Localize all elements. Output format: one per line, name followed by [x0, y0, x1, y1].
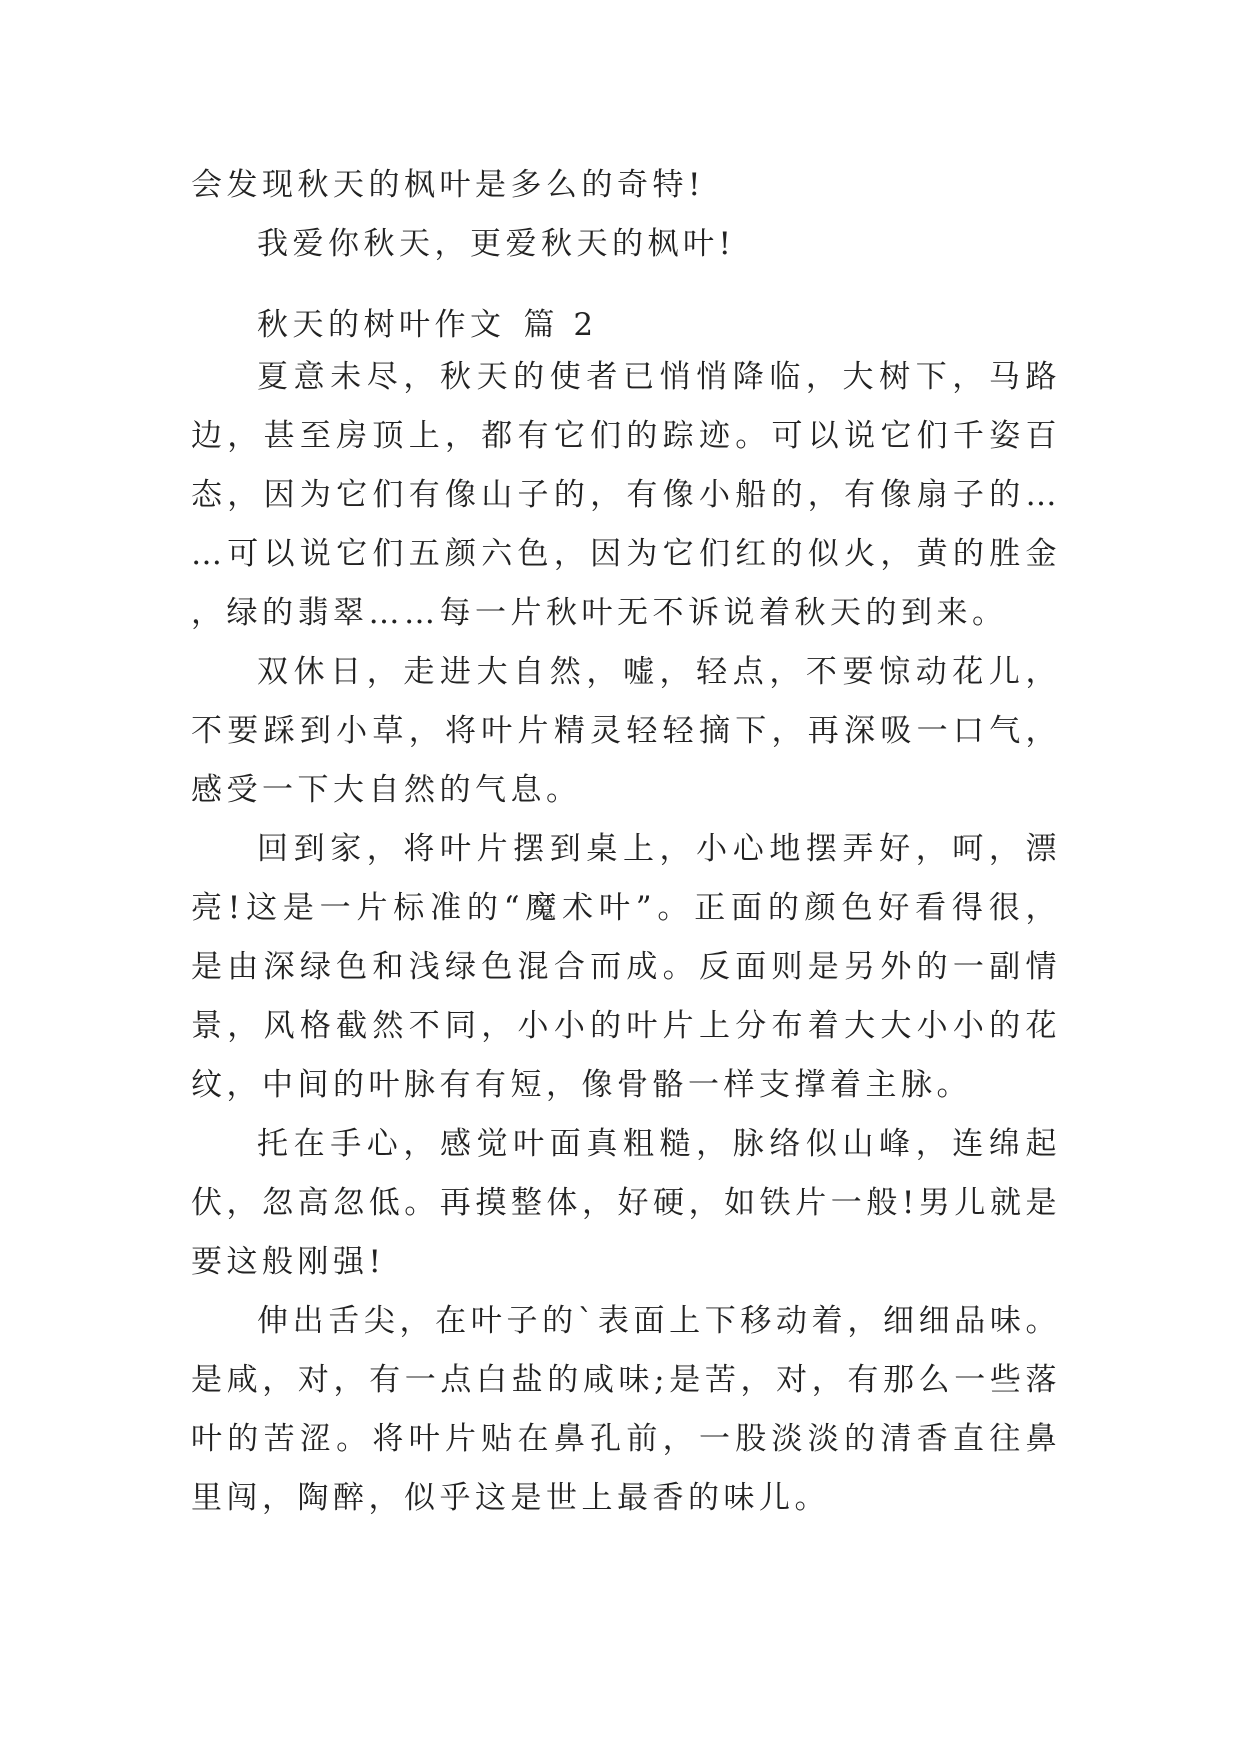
paragraph-1: 夏意未尽，秋天的使者已悄悄降临，大树下，马路边，甚至房顶上，都有它们的踪迹。可以说它们千姿百态，因为它们有像山子的，有像小船的，有像扇子的……可以说它们五颜六色，因为它们红的似火，黄的胜金，绿的翡翠……每一片秋叶无不诉说着秋天的到来。 — [191, 359, 1061, 631]
paragraph-4: 托在手心，感觉叶面真粗糙，脉络似山峰，连绵起伏，忽高忽低。再摸整体，好硬，如铁片一般!男儿就是要这般刚强! — [191, 1126, 1061, 1280]
closing-line: 我爱你秋天，更爱秋天的枫叶! — [257, 226, 736, 262]
section-label: 篇 2 — [523, 307, 598, 343]
paragraph-5: 伸出舌尖，在叶子的`表面上下移动着，细细品味。是咸，对，有一点白盐的咸味;是苦，对，有那么一些落叶的苦涩。将叶片贴在鼻孔前，一股淡淡的清香直往鼻里闯，陶醉，似乎这是世上最香的味儿。 — [191, 1303, 1061, 1516]
continuation-line: 会发现秋天的枫叶是多么的奇特! — [191, 167, 705, 203]
paragraph-3: 回到家，将叶片摆到桌上，小心地摆弄好，呵，漂亮!这是一片标准的“魔术叶”。正面的颜色好看得很，是由深绿色和浅绿色混合而成。反面则是另外的一副情景，风格截然不同，小小的叶片上分布着大大小小的花纹，中间的叶脉有有短，像骨骼一样支撑着主脉。 — [191, 831, 1061, 1103]
paragraph-2: 双休日，走进大自然，嘘，轻点，不要惊动花儿，不要踩到小草，将叶片精灵轻轻摘下，再深吸一口气，感受一下大自然的气息。 — [191, 654, 1061, 808]
section-heading — [257, 296, 598, 355]
section-title: 秋天的树叶作文 — [257, 307, 506, 343]
